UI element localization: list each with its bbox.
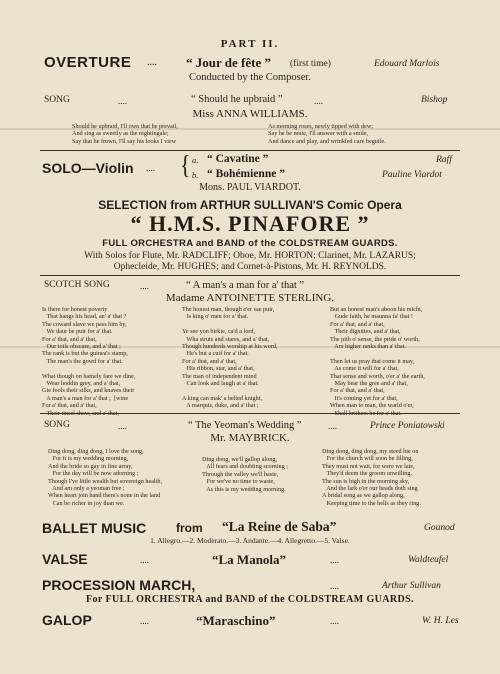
overture-title: “ Jour de fête ” [186,55,271,70]
galop-dots: .... [140,616,149,626]
scotch-song-verse-2: The honest man, though e'er sae puir, Is king o' men for a' that. Ye see yon birkie, ca'd a lord, Wha struts and stares, and a' that, Though hundreds worship at his word, He's but a cuif for a' that. For a' that, and a' that, His ribbon, star, and a' that, The man of independent mind Can look and laugh at a' that. A king can mak' a belted knight, A marquis, duke, and a' that ; [182,306,278,410]
scotch-song-dots: .... [140,281,149,291]
song2-verse-1: Ding dong, ding dong, I love the song, For it is my wedding morning, And the bride so gay in fine array, For the day will be now adorning ; Though I've little wealth but sovereign health, And am only a yeoman free ; When heart join hand there's none in the land Can be richer in joy than we. [48,448,163,507]
scotch-song-title: “ A man's a man for a' that ” [186,280,305,291]
section-rule [40,150,460,151]
solo-dots: .... [146,163,155,173]
solo-label: SOLO—Violin [42,160,134,176]
song2-verse-2: Ding dong, we'll gallop along, All fears and doubting scorning ; Through the valley we'll haste, For we've no time to waste, As this is my wedding morning. [202,456,288,493]
song1-verse-right: As morning roses, newly tipped with dew; Say he be mute, I'll answer with a smile, And dance and play, and wrinkled care beguile. [268,123,386,145]
section-rule [40,275,460,276]
selection-orchestra: FULL ORCHESTRA and BAND of the COLDSTREAM GUARDS. [102,238,398,249]
solo-performer: Mons. PAUL VIARDOT. [199,182,301,193]
valse-label: VALSE [42,551,88,567]
procession-dots: .... [330,581,339,591]
solo-item-b-letter: b. [192,170,199,180]
galop-dots-2: .... [330,616,339,626]
procession-orchestra: For FULL ORCHESTRA and BAND of the COLDSTREAM GUARDS. [86,594,414,605]
part-heading: PART II. [220,38,280,50]
song1-title: “ Should he upbraid ” [191,94,283,105]
scotch-song-verse-3: But an honest man's aboon his micht, Gude faith, he maunna fa' that ! For a' that, and a' that, Their dignities, and a' that, The pith o' sense, the pride o' worth, Are higher ranks than a' that. Then let us pray that come it may, As come it will for a' that, That sense and worth, o'er a' the earth, May bear the gree and a' that, For a' that, and a' that, It's coming yet for a' that, When man to man, the warld o'er, [330,306,425,410]
section-rule [40,413,460,414]
valse-composer: Waldteufel [408,555,449,565]
song2-composer: Prince Poniatowski [370,421,445,431]
solo-brace: { [180,149,191,180]
solo-item-b-composer: Pauline Viardot [382,170,442,180]
pinafore-title: “ H.M.S. PINAFORE ” [130,211,370,236]
ballet-title: “La Reine de Saba” [222,519,337,534]
song2-verse-3: Ding dong, ding dong, my steed hie on For the church will soon be filling, They must not wait, for were we late, They'd deem the groom unwilling. The sun is high in the morning sky, And the lark o'er our heads doth sing A bridal song as we gallop along, Keeping time to the bells as they ring. [322,448,421,507]
selection-soloists-1: With Solos for Flute, Mr. RADCLIFF; Oboe, Mr. HORTON; Clarinet, Mr. LAZARUS; [84,251,416,261]
valse-dots: .... [140,555,149,565]
overture-note: (first time) [290,59,331,69]
solo-item-a-composer: Raff [436,155,452,165]
valse-title: “La Manola” [212,552,287,567]
solo-item-b-title: “ Bohémienne ” [207,168,285,180]
overture-dots: .... [147,57,157,68]
galop-composer: W. H. Les [422,616,459,626]
galop-label: GALOP [42,612,92,628]
song1-composer: Bishop [421,95,448,105]
selection-soloists-2: Ophecleide, Mr. HUGHES; and Cornet-à-Pistons, Mr. H. REYNOLDS. [113,262,387,272]
overture-composer: Edouard Marlois [374,59,440,69]
ballet-movements: 1. Allegro.—2. Moderato.—3. Andante.—4. Allegretto.—5. Valse. [150,536,350,545]
scotch-song-performer: Madame ANTOINETTE STERLING. [165,292,335,304]
solo-item-a-title: “ Cavatine ” [207,153,269,165]
ballet-label: BALLET MUSIC [42,520,147,536]
song2-dots: .... [118,421,127,431]
solo-item-a-letter: a. [192,155,199,165]
song1-label: SONG [44,95,70,105]
song2-title: “ The Yeoman's Wedding ” [188,420,302,431]
overture-label: OVERTURE [44,54,132,71]
galop-title: “Maraschino” [196,613,276,628]
procession-label: PROCESSION MARCH, [42,577,196,593]
song2-dots-2: .... [328,421,337,431]
ballet-from: from [176,521,203,535]
song2-performer: Mr. MAYBRICK. [210,432,290,444]
scotch-song-verse-1: Is there for honest poverty That hangs his head, an' a' that ? The coward slave we pass him by, We daur be puir for a' that. For a' that, and a' that, Our toils obscure, and a' that ; The rank is but the guinea's stamp, The man's the gowd for a' that. What though on hamely fare we dine, Wear hoddin grey, and a' that, Gie fools their silks, and knaves their A man's a man for a' that ; [wine For a' that, and a' that, [42,306,136,410]
song1-verse-left: Should he upbraid, I'll own that he prevail, And sing as sweetly as the nightingale; Say that he frown, I'll say his looks I view [72,123,178,145]
ballet-composer: Gounod [424,523,455,533]
valse-dots-2: .... [330,555,339,565]
procession-composer: Arthur Sullivan [382,581,441,591]
song1-dots-2: .... [314,96,323,106]
song2-label: SONG [44,420,70,430]
song1-dots: .... [118,96,127,106]
overture-conductor: Conducted by the Composer. [189,72,311,83]
selection-heading: SELECTION from ARTHUR SULLIVAN'S Comic Opera [98,198,402,212]
song1-performer: Miss ANNA WILLIAMS. [192,108,308,120]
scotch-song-label: SCOTCH SONG [44,280,110,290]
